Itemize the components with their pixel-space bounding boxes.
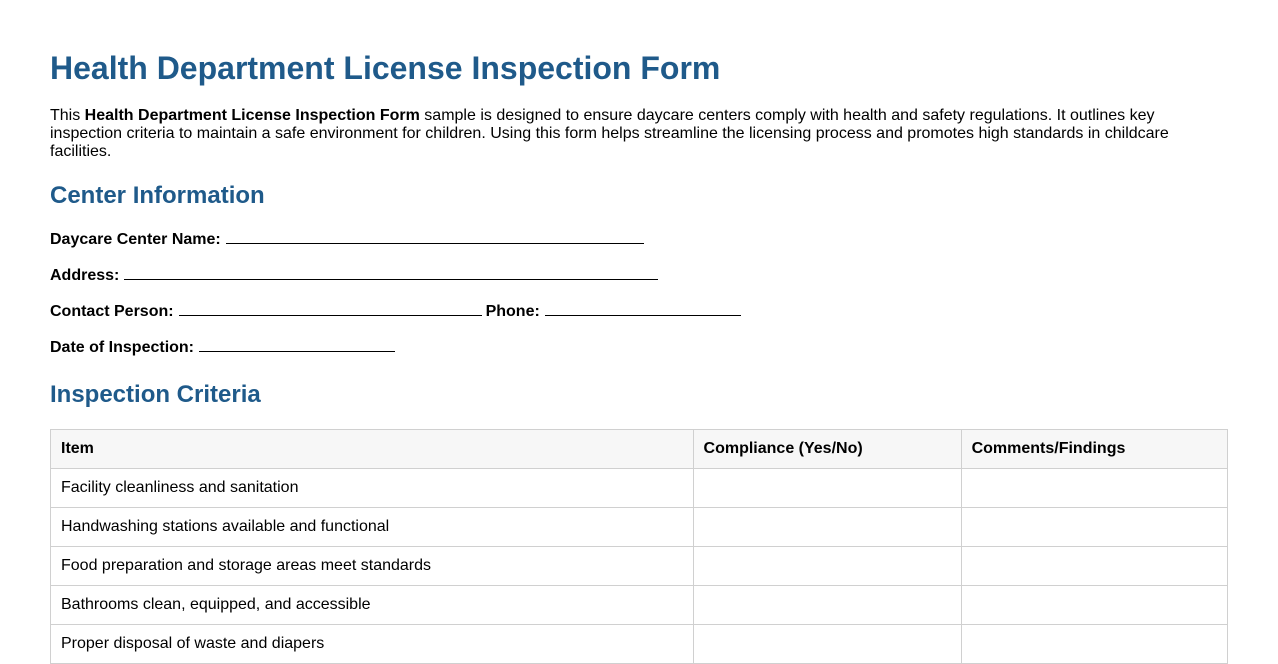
compliance-cell[interactable]	[693, 547, 961, 586]
intro-bold-title: Health Department License Inspection Form	[84, 107, 420, 124]
inspection-date-row	[50, 336, 395, 358]
compliance-cell[interactable]	[693, 586, 961, 625]
compliance-cell[interactable]	[693, 469, 961, 508]
criteria-heading: Inspection Criteria	[50, 381, 261, 408]
page-title: Health Department License Inspection Form	[50, 50, 721, 86]
item-cell: Bathrooms clean, equipped, and accessible	[51, 586, 694, 625]
table-row	[51, 625, 1228, 664]
table-row	[51, 508, 1228, 547]
comments-cell[interactable]	[961, 508, 1227, 547]
item-cell: Handwashing stations available and functional	[51, 508, 694, 547]
comments-cell[interactable]	[961, 586, 1227, 625]
intro-suffix: sample is designed to ensure daycare centers comply with health and safety regulations. It outlines key inspection criteria to maintain a safe environment for children. Using this form helps streamline the licensing process and promotes high standards in childcare facilities.	[50, 107, 1169, 160]
table-row	[51, 469, 1228, 508]
intro-prefix: This	[50, 107, 85, 124]
daycare-name-row	[50, 228, 644, 250]
column-header-comments: Comments/Findings	[961, 430, 1227, 469]
column-header-item: Item	[51, 430, 694, 469]
comments-cell[interactable]	[961, 625, 1227, 664]
intro-paragraph	[50, 107, 1190, 161]
compliance-cell[interactable]	[693, 625, 961, 664]
address-field[interactable]	[124, 264, 658, 280]
contact-person-label: Contact Person:	[50, 303, 174, 320]
item-cell: Food preparation and storage areas meet standards	[51, 547, 694, 586]
criteria-table	[50, 429, 1228, 664]
daycare-name-field[interactable]	[226, 228, 644, 244]
phone-label: Phone:	[485, 303, 540, 320]
comments-cell[interactable]	[961, 547, 1227, 586]
address-label: Address:	[50, 267, 120, 284]
item-cell: Proper disposal of waste and diapers	[51, 625, 694, 664]
phone-field[interactable]	[545, 300, 741, 316]
contact-person-field[interactable]	[179, 300, 482, 316]
daycare-name-label: Daycare Center Name:	[50, 231, 221, 248]
compliance-cell[interactable]	[693, 508, 961, 547]
inspection-date-label: Date of Inspection:	[50, 339, 195, 356]
inspection-date-field[interactable]	[199, 336, 395, 352]
table-header-row	[51, 430, 1228, 469]
address-row	[50, 264, 658, 286]
contact-row	[50, 300, 741, 322]
table-row	[51, 547, 1228, 586]
center-info-heading: Center Information	[50, 182, 265, 209]
item-cell: Facility cleanliness and sanitation	[51, 469, 694, 508]
table-row	[51, 586, 1228, 625]
column-header-compliance: Compliance (Yes/No)	[693, 430, 961, 469]
comments-cell[interactable]	[961, 469, 1227, 508]
